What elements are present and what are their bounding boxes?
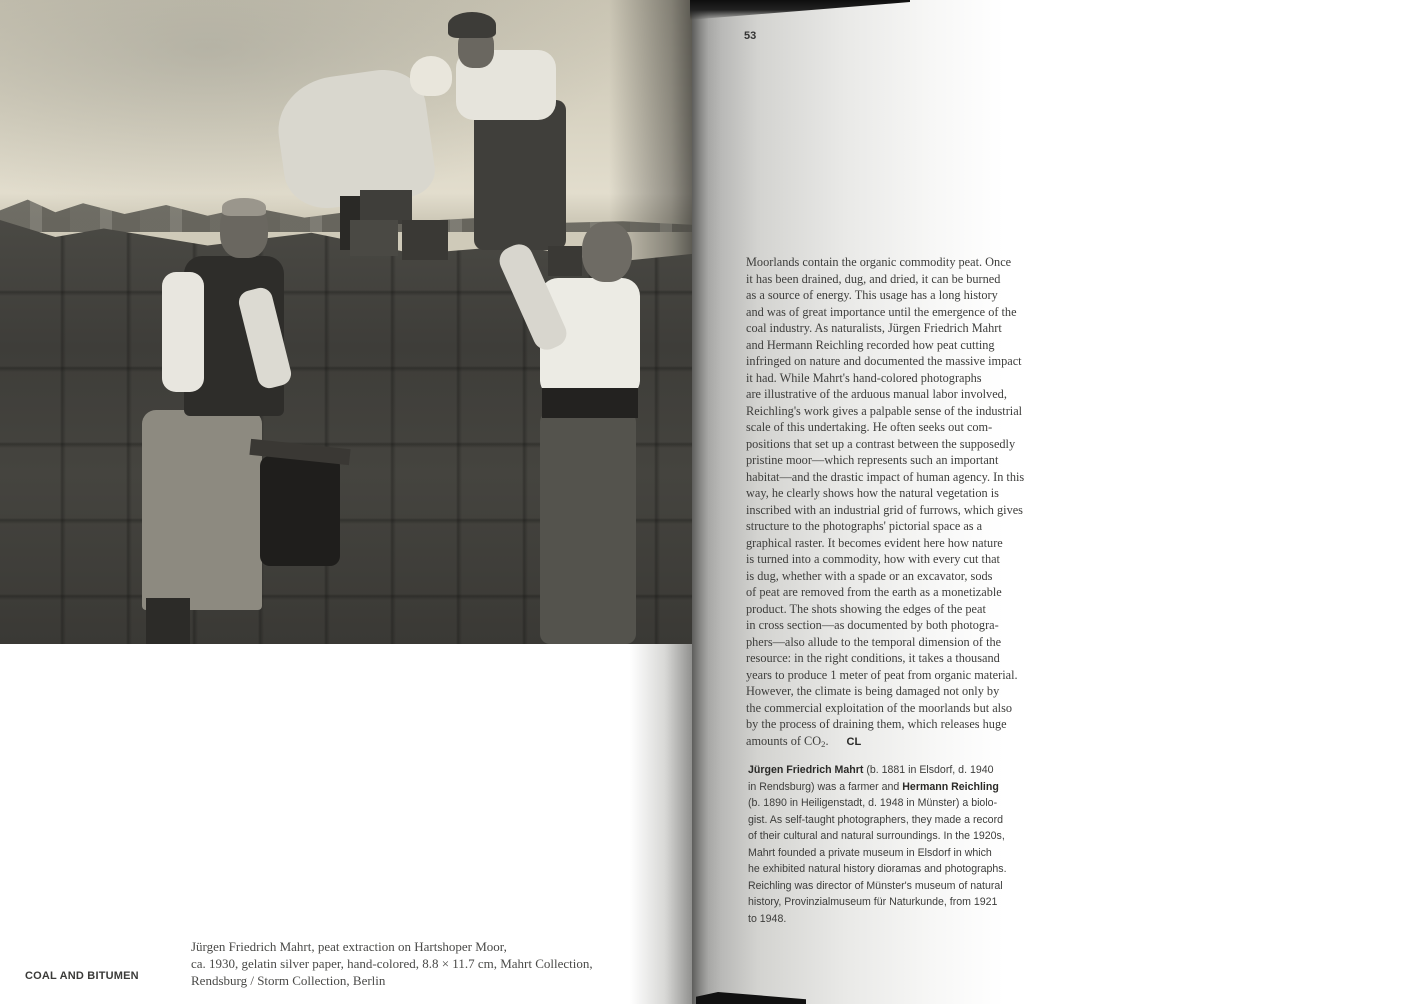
bio-line: history, Provinzialmuseum für Naturkunde, from 1921 — [748, 896, 998, 908]
body-line: and was of great importance until the emergence of the — [746, 304, 1017, 319]
body-line: the commercial exploitation of the moorlands but also — [746, 700, 1013, 715]
body-line: habitat—and the drastic impact of human agency. In this — [746, 469, 1025, 484]
caption-line: ca. 1930, gelatin silver paper, hand-colored, 8.8 × 11.7 cm, Mahrt Collection, — [191, 956, 593, 971]
body-text — [746, 254, 1058, 750]
body-line: of peat are removed from the earth as a monetizable — [746, 585, 1002, 599]
photo-figure-man-with-spade — [140, 200, 360, 644]
bio-name-mahrt: Jürgen Friedrich Mahrt — [748, 764, 864, 776]
body-line: it had. While Mahrt's hand-colored photographs — [746, 370, 982, 385]
photo-figure-man-reaching — [500, 222, 660, 644]
bio-line — [748, 762, 1060, 779]
caption-line: Jürgen Friedrich Mahrt, peat extraction on Hartshoper Moor, — [191, 939, 507, 954]
body-line: inscribed with an industrial grid of furrows, which gives — [746, 502, 1023, 517]
body-line: product. The shots showing the edges of the peat — [746, 601, 986, 616]
bio-line: Mahrt founded a private museum in Elsdorf in which — [748, 846, 992, 859]
running-head: COAL AND BITUMEN — [25, 970, 139, 982]
body-line: as a source of energy. This usage has a long history — [746, 288, 998, 302]
photo-caption — [191, 938, 651, 989]
body-line: structure to the photographs' pictorial space as a — [746, 519, 983, 533]
body-line: is turned into a commodity, how with every cut that — [746, 552, 1000, 566]
bio-line: gist. As self-taught photographers, they made a record — [748, 813, 1003, 826]
body-line: years to produce 1 meter of peat from organic material. — [746, 667, 1018, 682]
body-line: by the process of draining them, which releases huge — [746, 717, 1007, 731]
bio-line — [748, 779, 1060, 796]
right-page — [700, 0, 1424, 1004]
co2-subscript: 2 — [821, 738, 826, 749]
body-line: phers—also allude to the temporal dimension of the — [746, 634, 1002, 649]
peat-extraction-photo — [0, 0, 692, 644]
body-line: are illustrative of the arduous manual labor involved, — [746, 387, 1007, 401]
bio-line: of their cultural and natural surroundings. In the 1920s, — [748, 830, 1005, 842]
book-spine — [692, 0, 708, 1004]
body-line: positions that set up a contrast between the supposedly — [746, 436, 1016, 451]
body-line: Moorlands contain the organic commodity peat. Once — [746, 255, 1012, 269]
bio-line: to 1948. — [748, 912, 787, 925]
body-line: infringed on nature and documented the massive impact — [746, 354, 1022, 368]
body-line: way, he clearly shows how the natural vegetation is — [746, 486, 999, 500]
body-line: scale of this undertaking. He often seeks out com- — [746, 420, 993, 434]
body-line: graphical raster. It becomes evident here how nature — [746, 535, 1003, 550]
body-last-line-period: . — [825, 733, 829, 748]
body-line: Reichling's work gives a palpable sense of the industrial — [746, 403, 1023, 418]
bio-text-segment: in Rendsburg) was a farmer and — [748, 780, 903, 793]
body-last-line-text: amounts of CO — [746, 733, 822, 748]
bio-name-reichling: Hermann Reichling — [902, 780, 999, 793]
body-line: pristine moor—which represents such an important — [746, 453, 999, 467]
caption-line: Rendsburg / Storm Collection, Berlin — [191, 973, 386, 988]
body-line: resource: in the right conditions, it takes a thousand — [746, 651, 1000, 665]
bio-text-segment: (b. 1881 in Elsdorf, d. 1940 — [863, 764, 994, 776]
page-number: 53 — [744, 30, 757, 42]
body-line: it has been drained, dug, and dried, it can be burned — [746, 271, 1001, 286]
author-initials: CL — [846, 735, 862, 748]
body-last-line — [746, 733, 1058, 751]
body-line: However, the climate is being damaged not only by — [746, 684, 1000, 698]
body-line: and Hermann Reichling recorded how peat cutting — [746, 337, 995, 352]
biography — [748, 762, 1060, 927]
body-line: in cross section—as documented by both photogra- — [746, 618, 999, 632]
left-page — [0, 0, 700, 1004]
bio-line: he exhibited natural history dioramas and photographs. — [748, 863, 1007, 875]
bio-line: Reichling was director of Münster's museum of natural — [748, 879, 1003, 892]
bio-line: (b. 1890 in Heiligenstadt, d. 1948 in Münster) a biolo- — [748, 797, 998, 809]
body-line: coal industry. As naturalists, Jürgen Friedrich Mahrt — [746, 321, 1002, 335]
body-line: is dug, whether with a spade or an excavator, sods — [746, 568, 993, 583]
